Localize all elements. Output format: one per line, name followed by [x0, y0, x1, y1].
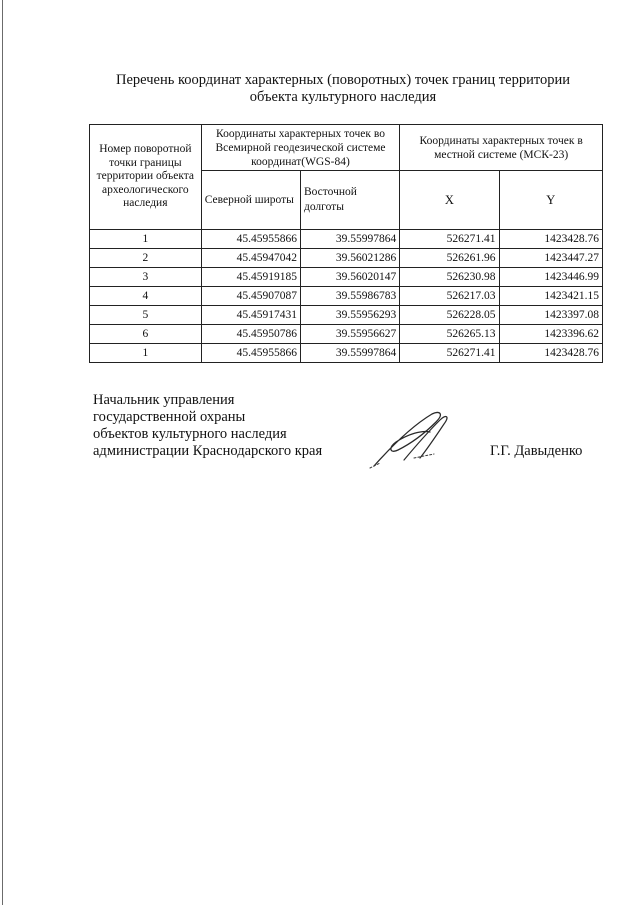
table-row [90, 268, 603, 287]
y-cell: 1423397.08 [499, 306, 602, 325]
y-cell: 1423428.76 [499, 230, 602, 249]
header-latitude: Северной широты [201, 171, 300, 230]
x-cell: 526261.96 [400, 249, 499, 268]
latitude-cell: 45.45919185 [201, 268, 300, 287]
table-row [90, 306, 603, 325]
x-cell: 526271.41 [400, 344, 499, 363]
x-cell: 526217.03 [400, 287, 499, 306]
table-header-row-1 [90, 125, 603, 171]
latitude-cell: 45.45947042 [201, 249, 300, 268]
point-number-cell: 6 [90, 325, 202, 344]
table-row [90, 325, 603, 344]
longitude-cell: 39.56021286 [300, 249, 399, 268]
header-msk-group: Координаты характерных точек в местной системе (МСК-23) [400, 125, 603, 171]
position-line-1: Начальник управления [93, 392, 235, 408]
x-cell: 526265.13 [400, 325, 499, 344]
header-x: X [400, 171, 499, 230]
longitude-cell: 39.55956627 [300, 325, 399, 344]
latitude-cell: 45.45955866 [201, 344, 300, 363]
position-line-2: государственной охраны [93, 409, 246, 425]
table-body [90, 230, 603, 363]
point-number-cell: 4 [90, 287, 202, 306]
latitude-cell: 45.45917431 [201, 306, 300, 325]
header-y: Y [499, 171, 602, 230]
position-line-3: объектов культурного наследия [93, 426, 287, 442]
document-title [60, 72, 626, 106]
y-cell: 1423446.99 [499, 268, 602, 287]
scan-edge-line [2, 0, 3, 905]
position-line-4: администрации Краснодарского края [93, 443, 323, 459]
point-number-cell: 5 [90, 306, 202, 325]
latitude-cell: 45.45955866 [201, 230, 300, 249]
signatory-position [93, 392, 322, 460]
y-cell: 1423447.27 [499, 249, 602, 268]
longitude-cell: 39.56020147 [300, 268, 399, 287]
signer-name: Г.Г. Давыденко [490, 443, 583, 459]
header-wgs-group: Координаты характерных точек во Всемирной геодезической системе координат(WGS-84) [201, 125, 400, 171]
point-number-cell: 3 [90, 268, 202, 287]
longitude-cell: 39.55986783 [300, 287, 399, 306]
x-cell: 526271.41 [400, 230, 499, 249]
latitude-cell: 45.45907087 [201, 287, 300, 306]
x-cell: 526228.05 [400, 306, 499, 325]
point-number-cell: 2 [90, 249, 202, 268]
title-line-1: Перечень координат характерных (поворотных) точек границ территории [115, 72, 571, 88]
table-row [90, 344, 603, 363]
title-line-2: объекта культурного наследия [249, 89, 437, 105]
y-cell: 1423421.15 [499, 287, 602, 306]
table-row [90, 287, 603, 306]
latitude-cell: 45.45950786 [201, 325, 300, 344]
x-cell: 526230.98 [400, 268, 499, 287]
point-number-cell: 1 [90, 344, 202, 363]
handwritten-signature-icon [360, 408, 460, 470]
longitude-cell: 39.55997864 [300, 344, 399, 363]
table-row [90, 230, 603, 249]
coordinates-table [89, 124, 603, 363]
header-longitude: Восточной долготы [300, 171, 399, 230]
y-cell: 1423428.76 [499, 344, 602, 363]
y-cell: 1423396.62 [499, 325, 602, 344]
table-row [90, 249, 603, 268]
longitude-cell: 39.55997864 [300, 230, 399, 249]
point-number-cell: 1 [90, 230, 202, 249]
longitude-cell: 39.55956293 [300, 306, 399, 325]
header-point-number: Номер поворотной точки границы территории объекта археологического наследия [90, 125, 202, 230]
